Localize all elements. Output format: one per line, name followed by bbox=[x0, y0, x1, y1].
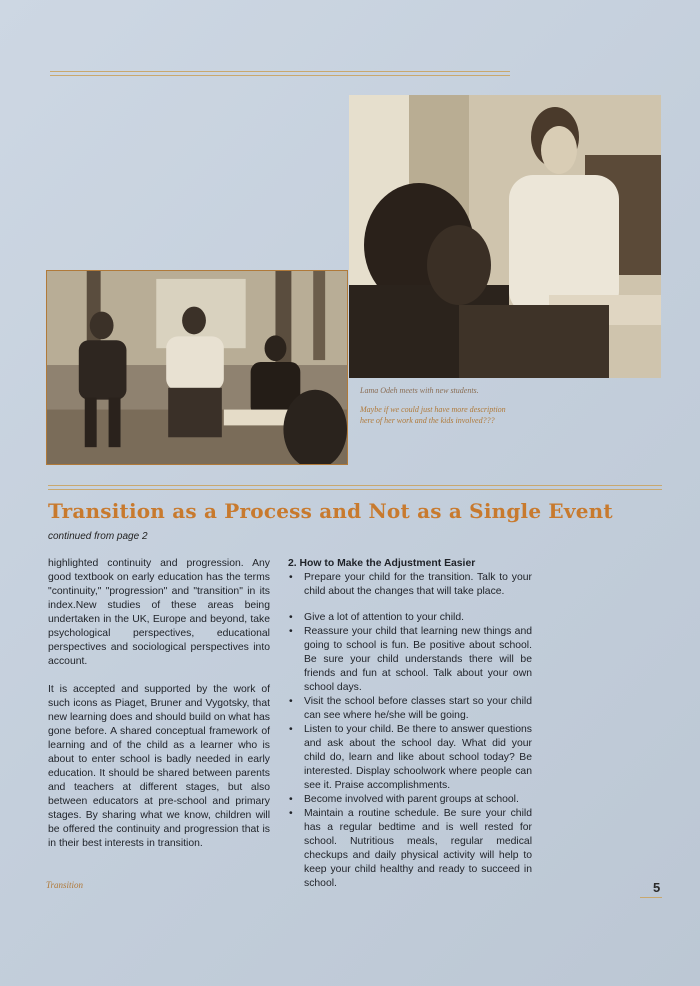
paragraph: highlighted continuity and progression. Any good textbook on early education has the terms "continuity," "progression" and "transition" in its index.New studies of these areas being undertaken in the UK, Europe and beyond, take psychological perspectives, educational perspectives and sociological perspectives into account. bbox=[48, 558, 270, 667]
list-item: • Listen to your child. Be there to answer questions and ask about the school day. What did your child do, learn and like about school today? Be interested. Display schoolwork where people can see it. Praise accomplishments. bbox=[288, 723, 532, 793]
list-item: • Become involved with parent groups at school. bbox=[288, 793, 532, 807]
classroom-photo bbox=[46, 270, 348, 465]
publication-name: Transition bbox=[46, 880, 84, 890]
caption-note: Maybe if we could just have more description here of her work and the kids involved??? bbox=[360, 405, 506, 425]
section-title: 2. How to Make the Adjustment Easier bbox=[288, 558, 476, 569]
caption-credit: Lama Odeh meets with new students. bbox=[360, 386, 479, 395]
teacher-photo bbox=[349, 95, 661, 378]
right-column bbox=[288, 557, 532, 891]
list-item: • Reassure your child that learning new things and going to school is fun. Be positive about school. Be sure your child understands there will be friends and fun at school. Talk about your own school days. bbox=[288, 625, 532, 695]
paragraph: It is accepted and supported by the work of such icons as Piaget, Bruner and Vygotsky, that new learning does and should build on what has gone before. A shared conceptual framework of learning and of the child as a learner who is about to enter school is badly needed in early education. It should be shared between parents and teachers at different stages, but also between educators at pre-school and primary stages. By sharing what we know, children will be offered the continuity and progression that is in their best interests in transition. bbox=[48, 684, 270, 849]
tips-list bbox=[288, 571, 532, 891]
photo-caption bbox=[360, 385, 520, 434]
left-column bbox=[48, 557, 270, 865]
list-item: • Maintain a routine schedule. Be sure your child has a regular bedtime and is well rested for school. Nutritious meals, regular medical checkups and daily physical activity will help to keep your child healthy and ready to succeed in school. bbox=[288, 807, 532, 891]
article-title: Transition as a Process and Not as a Single Event bbox=[48, 499, 613, 523]
mid-rule bbox=[48, 485, 662, 490]
top-rule bbox=[50, 71, 510, 76]
list-item: • Visit the school before classes start so your child can see where he/she will be going. bbox=[288, 695, 532, 723]
page-number: 5 bbox=[653, 880, 661, 895]
continued-note: continued from page 2 bbox=[48, 531, 148, 542]
list-item: • Give a lot of attention to your child. bbox=[288, 611, 532, 625]
page-number-rule bbox=[640, 897, 662, 898]
list-item: • Prepare your child for the transition. Talk to your child about the changes that will take place. bbox=[288, 571, 532, 599]
